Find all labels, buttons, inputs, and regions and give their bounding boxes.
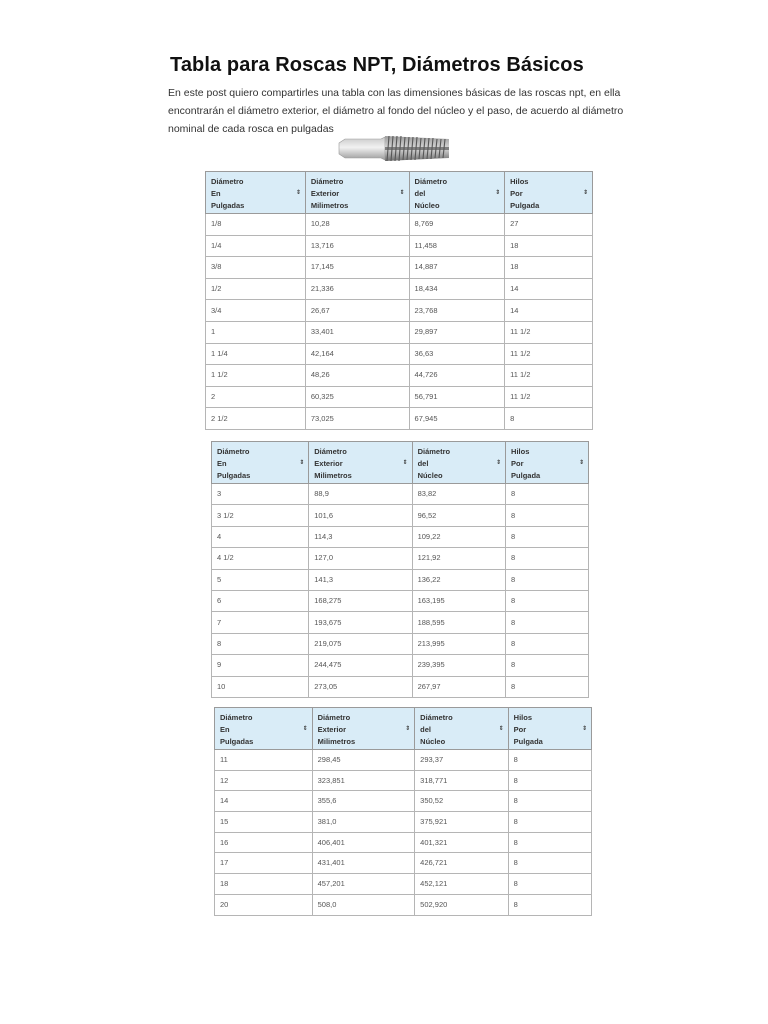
table-row — [215, 812, 592, 833]
cell-threads-per-inch: 8 — [508, 770, 591, 791]
intro-line: En este post quiero compartirles una tabla con las dimensiones básicas de las roscas npt, en ella — [168, 87, 621, 99]
cell-diameter-inches: 3/4 — [206, 300, 306, 322]
header-line: En — [220, 725, 230, 734]
table-row — [206, 235, 593, 257]
header-line: del — [420, 725, 432, 734]
cell-threads-per-inch: 14 — [505, 278, 593, 300]
cell-outer-diameter-mm: 508,0 — [312, 894, 415, 915]
table-row — [206, 214, 593, 236]
cell-diameter-inches: 15 — [215, 812, 313, 833]
table-row — [206, 321, 593, 343]
cell-diameter-inches: 2 — [206, 386, 306, 408]
cell-core-diameter: 11,458 — [409, 235, 505, 257]
table-row — [206, 257, 593, 279]
cell-core-diameter: 121,92 — [412, 548, 505, 569]
cell-diameter-inches: 3 — [212, 484, 309, 505]
cell-core-diameter: 109,22 — [412, 526, 505, 547]
cell-diameter-inches: 20 — [215, 894, 313, 915]
header-line: Núcleo — [420, 737, 446, 746]
cell-diameter-inches: 1/8 — [206, 214, 306, 236]
cell-diameter-inches: 3/8 — [206, 257, 306, 279]
cell-outer-diameter-mm: 219,075 — [309, 633, 412, 654]
cell-core-diameter: 136,22 — [412, 569, 505, 590]
sort-arrows-icon[interactable]: ⇕ — [302, 726, 308, 732]
cell-threads-per-inch: 18 — [505, 257, 593, 279]
table-row — [215, 874, 592, 895]
cell-core-diameter: 44,726 — [409, 365, 505, 387]
table-row — [206, 278, 593, 300]
cell-core-diameter: 23,768 — [409, 300, 505, 322]
cell-outer-diameter-mm: 457,201 — [312, 874, 415, 895]
cell-threads-per-inch: 8 — [508, 832, 591, 853]
column-header-core-diameter[interactable] — [415, 708, 508, 750]
cell-outer-diameter-mm: 381,0 — [312, 812, 415, 833]
cell-core-diameter: 426,721 — [415, 853, 508, 874]
table-row — [212, 526, 589, 547]
sort-arrows-icon[interactable]: ⇕ — [495, 190, 501, 196]
header-line: Pulgada — [513, 737, 543, 746]
header-line: Diámetro — [417, 447, 451, 456]
cell-core-diameter: 163,195 — [412, 590, 505, 611]
table-header-row — [206, 172, 593, 214]
header-line: Hilos — [513, 713, 532, 722]
cell-outer-diameter-mm: 355,6 — [312, 791, 415, 812]
header-line: Exterior — [317, 725, 346, 734]
cell-threads-per-inch: 8 — [506, 655, 589, 676]
cell-outer-diameter-mm: 323,851 — [312, 770, 415, 791]
table-row — [215, 853, 592, 874]
cell-diameter-inches: 16 — [215, 832, 313, 853]
cell-core-diameter: 14,887 — [409, 257, 505, 279]
cell-diameter-inches: 11 — [215, 750, 313, 771]
table-header-row — [215, 708, 592, 750]
cell-core-diameter: 67,945 — [409, 408, 505, 430]
cell-threads-per-inch: 14 — [505, 300, 593, 322]
cell-diameter-inches: 1/2 — [206, 278, 306, 300]
cell-outer-diameter-mm: 114,3 — [309, 526, 412, 547]
header-line: Hilos — [510, 177, 529, 186]
cell-diameter-inches: 1 1/4 — [206, 343, 306, 365]
cell-diameter-inches: 12 — [215, 770, 313, 791]
cell-core-diameter: 18,434 — [409, 278, 505, 300]
cell-outer-diameter-mm: 26,67 — [305, 300, 409, 322]
cell-threads-per-inch: 8 — [506, 633, 589, 654]
column-header-core-diameter[interactable] — [412, 442, 505, 484]
column-header-threads-per-inch[interactable] — [505, 172, 593, 214]
cell-diameter-inches: 4 — [212, 526, 309, 547]
cell-threads-per-inch: 11 1/2 — [505, 321, 593, 343]
cell-diameter-inches: 1/4 — [206, 235, 306, 257]
cell-threads-per-inch: 8 — [508, 894, 591, 915]
header-line: Exterior — [314, 459, 343, 468]
header-line: Diámetro — [414, 177, 448, 186]
cell-core-diameter: 318,771 — [415, 770, 508, 791]
header-line: Milimetros — [314, 471, 352, 480]
cell-core-diameter: 29,897 — [409, 321, 505, 343]
column-header-diameter-inches[interactable] — [212, 442, 309, 484]
cell-outer-diameter-mm: 168,275 — [309, 590, 412, 611]
table-row — [212, 548, 589, 569]
column-header-diameter-inches[interactable] — [215, 708, 313, 750]
cell-core-diameter: 350,52 — [415, 791, 508, 812]
header-line: Diámetro — [420, 713, 453, 722]
cell-outer-diameter-mm: 88,9 — [309, 484, 412, 505]
cell-outer-diameter-mm: 431,401 — [312, 853, 415, 874]
sort-arrows-icon[interactable]: ⇕ — [405, 726, 411, 732]
cell-threads-per-inch: 8 — [508, 750, 591, 771]
cell-threads-per-inch: 8 — [505, 408, 593, 430]
sort-arrows-icon[interactable]: ⇕ — [578, 460, 584, 466]
header-line: del — [414, 189, 426, 198]
header-line: Milimetros — [317, 737, 356, 746]
cell-core-diameter: 213,995 — [412, 633, 505, 654]
npt-table — [205, 171, 593, 430]
column-header-outer-diameter[interactable] — [312, 708, 415, 750]
cell-threads-per-inch: 11 1/2 — [505, 343, 593, 365]
column-header-core-diameter[interactable] — [409, 172, 505, 214]
header-line: Por — [511, 459, 524, 468]
header-line: En — [211, 189, 221, 198]
cell-diameter-inches: 1 1/2 — [206, 365, 306, 387]
cell-threads-per-inch: 8 — [508, 853, 591, 874]
column-header-outer-diameter[interactable] — [309, 442, 412, 484]
cell-threads-per-inch: 8 — [506, 612, 589, 633]
cell-diameter-inches: 2 1/2 — [206, 408, 306, 430]
cell-core-diameter: 56,791 — [409, 386, 505, 408]
header-line: Por — [510, 189, 523, 198]
cell-core-diameter: 188,595 — [412, 612, 505, 633]
cell-threads-per-inch: 8 — [506, 569, 589, 590]
header-line: Exterior — [310, 189, 340, 198]
table-header-row — [212, 442, 589, 484]
table-row — [212, 655, 589, 676]
cell-diameter-inches: 10 — [212, 676, 309, 697]
header-line: Pulgadas — [220, 737, 254, 746]
intro-paragraph — [168, 84, 628, 138]
header-line: Pulgadas — [217, 471, 251, 480]
cell-core-diameter: 239,395 — [412, 655, 505, 676]
cell-diameter-inches: 1 — [206, 321, 306, 343]
npt-table — [211, 441, 589, 698]
cell-outer-diameter-mm: 406,401 — [312, 832, 415, 853]
cell-diameter-inches: 6 — [212, 590, 309, 611]
sort-arrows-icon[interactable]: ⇕ — [582, 190, 588, 196]
cell-outer-diameter-mm: 101,6 — [309, 505, 412, 526]
cell-diameter-inches: 14 — [215, 791, 313, 812]
header-line: Hilos — [511, 447, 530, 456]
table-row — [212, 505, 589, 526]
cell-outer-diameter-mm: 33,401 — [305, 321, 409, 343]
cell-outer-diameter-mm: 127,0 — [309, 548, 412, 569]
table-row — [206, 408, 593, 430]
cell-threads-per-inch: 8 — [508, 812, 591, 833]
header-line: Núcleo — [417, 471, 443, 480]
header-line: Pulgada — [510, 201, 540, 210]
cell-core-diameter: 375,921 — [415, 812, 508, 833]
header-line: En — [217, 459, 227, 468]
header-line: Pulgada — [511, 471, 541, 480]
cell-outer-diameter-mm: 273,05 — [309, 676, 412, 697]
header-line: Milimetros — [310, 201, 349, 210]
column-header-threads-per-inch[interactable] — [508, 708, 591, 750]
sort-arrows-icon[interactable]: ⇕ — [498, 726, 504, 732]
table-body — [212, 484, 589, 698]
cell-diameter-inches: 8 — [212, 633, 309, 654]
cell-core-diameter: 83,82 — [412, 484, 505, 505]
cell-threads-per-inch: 8 — [506, 590, 589, 611]
table-body — [206, 214, 593, 430]
cell-outer-diameter-mm: 13,716 — [305, 235, 409, 257]
cell-core-diameter: 502,920 — [415, 894, 508, 915]
cell-diameter-inches: 17 — [215, 853, 313, 874]
cell-threads-per-inch: 11 1/2 — [505, 365, 593, 387]
cell-threads-per-inch: 8 — [506, 526, 589, 547]
cell-core-diameter: 267,97 — [412, 676, 505, 697]
cell-core-diameter: 401,321 — [415, 832, 508, 853]
cell-diameter-inches: 7 — [212, 612, 309, 633]
table-row — [215, 832, 592, 853]
table-row — [212, 484, 589, 505]
cell-threads-per-inch: 8 — [506, 484, 589, 505]
table-row — [212, 633, 589, 654]
cell-outer-diameter-mm: 17,145 — [305, 257, 409, 279]
cell-outer-diameter-mm: 193,675 — [309, 612, 412, 633]
table-body — [215, 750, 592, 916]
npt-table — [214, 707, 592, 916]
header-line: Pulgadas — [211, 201, 245, 210]
table-row — [212, 676, 589, 697]
cell-outer-diameter-mm: 60,325 — [305, 386, 409, 408]
cell-threads-per-inch: 18 — [505, 235, 593, 257]
table-row — [206, 300, 593, 322]
sort-arrows-icon[interactable]: ⇕ — [496, 460, 502, 466]
cell-diameter-inches: 18 — [215, 874, 313, 895]
cell-core-diameter: 8,769 — [409, 214, 505, 236]
intro-line: encontrarán el diámetro exterior, el diámetro al fondo del núcleo y el paso, de acuerdo al diámetro — [168, 105, 624, 117]
cell-core-diameter: 452,121 — [415, 874, 508, 895]
cell-diameter-inches: 3 1/2 — [212, 505, 309, 526]
table-row — [206, 365, 593, 387]
column-header-diameter-inches[interactable] — [206, 172, 306, 214]
cell-threads-per-inch: 8 — [506, 548, 589, 569]
cell-threads-per-inch: 27 — [505, 214, 593, 236]
header-line: Diámetro — [220, 713, 253, 722]
cell-core-diameter: 96,52 — [412, 505, 505, 526]
table-row — [212, 569, 589, 590]
page-title: Tabla para Roscas NPT, Diámetros Básicos — [170, 54, 584, 76]
cell-core-diameter: 293,37 — [415, 750, 508, 771]
table-row — [206, 343, 593, 365]
cell-diameter-inches: 4 1/2 — [212, 548, 309, 569]
table-row — [206, 386, 593, 408]
cell-outer-diameter-mm: 244,475 — [309, 655, 412, 676]
cell-diameter-inches: 9 — [212, 655, 309, 676]
header-line: del — [417, 459, 429, 468]
header-line: Diámetro — [317, 713, 351, 722]
cell-core-diameter: 36,63 — [409, 343, 505, 365]
cell-outer-diameter-mm: 10,28 — [305, 214, 409, 236]
column-header-outer-diameter[interactable] — [305, 172, 409, 214]
cell-outer-diameter-mm: 141,3 — [309, 569, 412, 590]
intro-line: nominal de cada rosca en pulgadas — [168, 123, 334, 135]
cell-threads-per-inch: 8 — [506, 505, 589, 526]
sort-arrows-icon[interactable]: ⇕ — [295, 190, 301, 196]
cell-threads-per-inch: 8 — [508, 874, 591, 895]
cell-outer-diameter-mm: 73,025 — [305, 408, 409, 430]
table-row — [212, 590, 589, 611]
cell-outer-diameter-mm: 42,164 — [305, 343, 409, 365]
header-line: Por — [513, 725, 527, 734]
header-line: Diámetro — [310, 177, 344, 186]
sort-arrows-icon[interactable]: ⇕ — [399, 190, 405, 196]
cell-threads-per-inch: 11 1/2 — [505, 386, 593, 408]
table-row — [212, 612, 589, 633]
cell-outer-diameter-mm: 21,336 — [305, 278, 409, 300]
sort-arrows-icon[interactable]: ⇕ — [402, 460, 408, 466]
table-row — [215, 770, 592, 791]
table-row — [215, 791, 592, 812]
cell-outer-diameter-mm: 298,45 — [312, 750, 415, 771]
header-line: Diámetro — [217, 447, 250, 456]
pipe-thread-tap-image — [337, 133, 452, 165]
table-row — [215, 894, 592, 915]
cell-outer-diameter-mm: 48,26 — [305, 365, 409, 387]
cell-diameter-inches: 5 — [212, 569, 309, 590]
table-row — [215, 750, 592, 771]
column-header-threads-per-inch[interactable] — [506, 442, 589, 484]
sort-arrows-icon[interactable]: ⇕ — [299, 460, 305, 466]
cell-threads-per-inch: 8 — [506, 676, 589, 697]
sort-arrows-icon[interactable]: ⇕ — [581, 726, 587, 732]
cell-threads-per-inch: 8 — [508, 791, 591, 812]
header-line: Diámetro — [211, 177, 244, 186]
header-line: Núcleo — [414, 201, 440, 210]
header-line: Diámetro — [314, 447, 347, 456]
